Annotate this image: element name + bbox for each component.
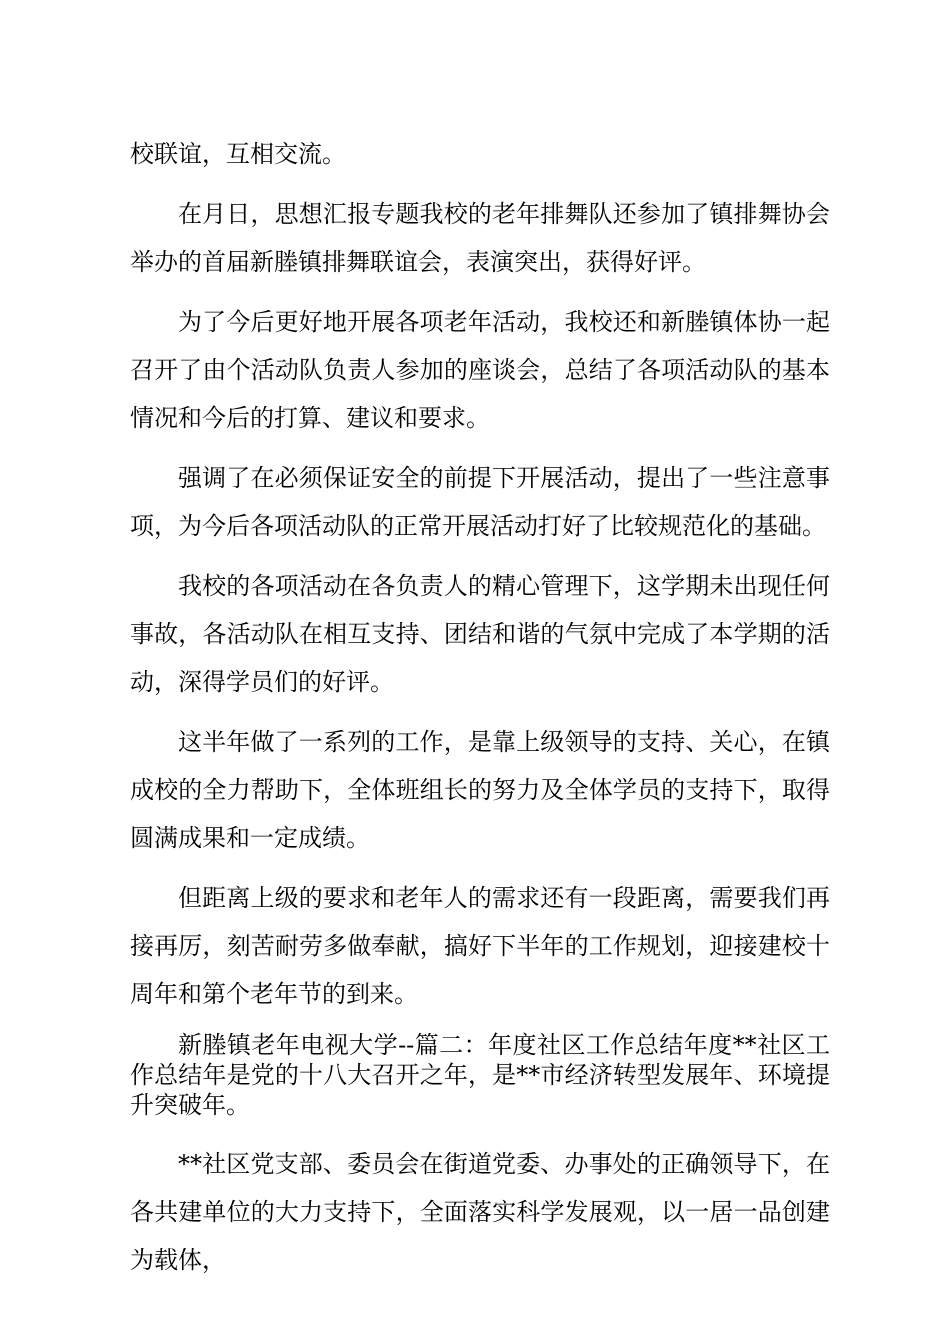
paragraph-4: 强调了在必须保证安全的前提下开展活动，提出了一些注意事项，为今后各项活动队的正常开展活动打好了比较规范化的基础。: [130, 464, 830, 540]
document-body: [130, 130, 830, 1296]
paragraph-6: 这半年做了一系列的工作，是靠上级领导的支持、关心，在镇成校的全力帮助下，全体班组长的努力及全体学员的支持下，取得圆满成果和一定成绩。: [130, 728, 830, 852]
paragraph-9: **社区党支部、委员会在街道党委、办事处的正确领导下，在各共建单位的大力支持下，全面落实科学发展观，以一居一品创建为载体，: [130, 1150, 830, 1274]
paragraph-2: 在月日，思想汇报专题我校的老年排舞队还参加了镇排舞协会举办的首届新塍镇排舞联谊会，表演突出，获得好评。: [130, 200, 830, 276]
paragraph-5: 我校的各项活动在各负责人的精心管理下，这学期未出现任何事故，各活动队在相互支持、团结和谐的气氛中完成了本学期的活动，深得学员们的好评。: [130, 572, 830, 696]
paragraph-8-section-heading: 新塍镇老年电视大学--篇二：年度社区工作总结年度**社区工作总结年是党的十八大召开之年，是**市经济转型发展年、环境提升突破年。: [130, 1031, 830, 1119]
paragraph-3: 为了今后更好地开展各项老年活动，我校还和新塍镇体协一起召开了由个活动队负责人参加的座谈会，总结了各项活动队的基本情况和今后的打算、建议和要求。: [130, 308, 830, 432]
paragraph-1: 校联谊，互相交流。: [130, 140, 346, 168]
paragraph-7: 但距离上级的要求和老年人的需求还有一段距离，需要我们再接再厉，刻苦耐劳多做奉献，搞好下半年的工作规划，迎接建校十周年和第个老年节的到来。: [130, 884, 830, 1008]
